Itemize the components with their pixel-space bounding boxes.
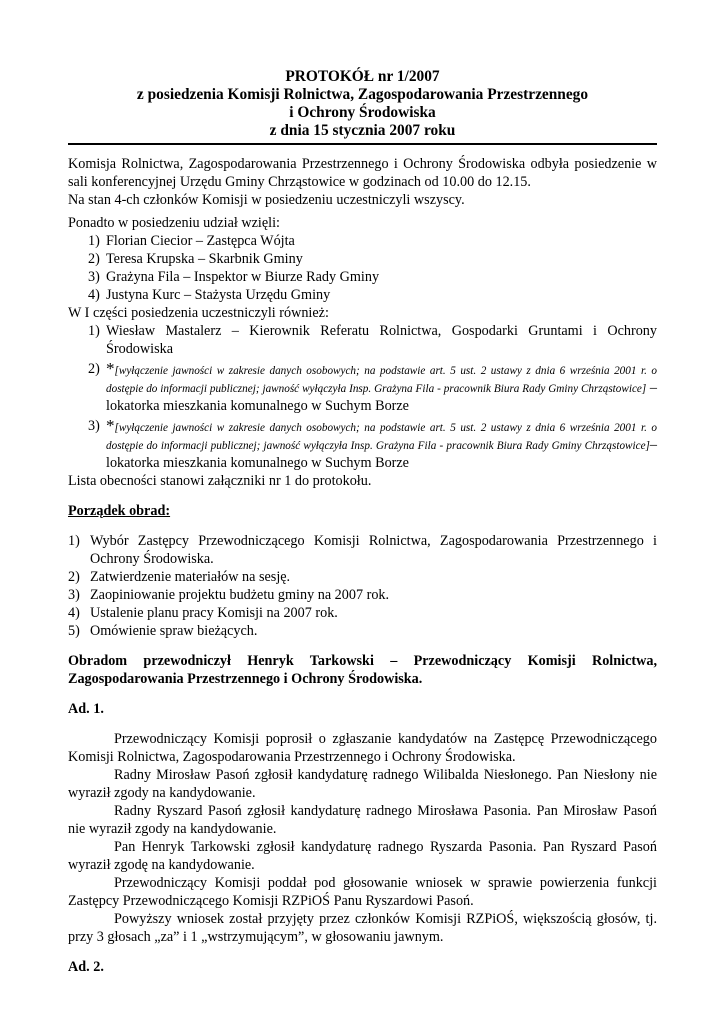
ad1-paragraph: Pan Henryk Tarkowski zgłosił kandydaturę radnego Ryszarda Pasonia. Pan Ryszard Pasoń wyraził zgodę na kandydowanie.: [68, 839, 657, 873]
attendance-note: Lista obecności stanowi załączniki nr 1 do protokołu.: [68, 473, 372, 489]
chair-statement: Obradom przewodniczył Henryk Tarkowski – Przewodniczący Komisji Rolnictwa, Zagospodarowania Przestrzennego i Ochrony Środowiska.: [68, 653, 657, 687]
list-number: 1): [88, 323, 100, 339]
intro-attendance: Na stan 4-ch członków Komisji w posiedzeniu uczestniczyli wszyscy.: [68, 192, 465, 208]
agenda-heading: Porządek obrad:: [68, 503, 171, 519]
list-item: [68, 586, 657, 604]
section-heading-ad1: Ad. 1.: [68, 701, 104, 717]
section-heading-ad2: Ad. 2.: [68, 959, 104, 975]
list-text: Zatwierdzenie materiałów na sesję.: [90, 569, 291, 585]
list-text: Ustalenie planu pracy Komisji na 2007 rok.: [90, 605, 338, 621]
list-text: Florian Ciecior – Zastępca Wójta: [106, 233, 295, 249]
list-number: 1): [68, 533, 80, 549]
ad1-paragraph: Powyższy wniosek został przyjęty przez członków Komisji RZPiOŚ, większością głosów, tj. przy 3 głosach „za” i 1 „wstrzymującym”, w głosowaniu jawnym.: [68, 911, 657, 945]
participants-heading: Ponadto w posiedzeniu udział wzięli:: [68, 215, 280, 231]
list-text: Wiesław Mastalerz – Kierownik Referatu Rolnictwa, Gospodarki Gruntami i Ochrony Środowiska: [106, 323, 657, 357]
intro-paragraph: Komisja Rolnictwa, Zagospodarowania Przestrzennego i Ochrony Środowiska odbyła posiedzenie w sali konferencyjnej Urzędu Gminy Chrząstowice w godzinach od 10.00 do 12.15.: [68, 156, 657, 190]
agenda-list: [68, 532, 657, 640]
list-item: [68, 286, 657, 304]
ad1-paragraph: Radny Mirosław Pasoń zgłosił kandydaturę radnego Wilibalda Niesłonego. Pan Niesłony nie wyraził zgody na kandydowanie.: [68, 767, 657, 801]
list-text: Teresa Krupska – Skarbnik Gminy: [106, 251, 303, 267]
ad1-paragraph: Przewodniczący Komisji poddał pod głosowanie wniosek w sprawie powierzenia funkcji Zastępcy Przewodniczącego Komisji RZPiOŚ Panu Ryszardowi Pasoń.: [68, 875, 657, 909]
list-item: [68, 322, 657, 358]
redaction-note: [wyłączenie jawności w zakresie danych osobowych; na podstawie art. 5 ust. 2 ustawy z dnia 6 września 2001 r. o dostępie do informacji publicznej; jawność wyłączyła Insp. Grażyna Fila - pracownik Biura Rady Gminy Chrząstowice]: [106, 422, 657, 452]
list-text: Zaopiniowanie projektu budżetu gminy na 2007 rok.: [90, 587, 390, 603]
asterisk-mark: *: [106, 359, 115, 378]
participants-heading-2: W I części posiedzenia uczestniczyli również:: [68, 305, 329, 321]
list-number: 3): [68, 587, 80, 603]
list-item: [68, 250, 657, 268]
list-text: – lokatorka mieszkania komunalnego w Suchym Borze: [106, 380, 657, 414]
list-item: [68, 622, 657, 640]
list-number: 5): [68, 623, 80, 639]
list-text: Wybór Zastępcy Przewodniczącego Komisji Rolnictwa, Zagospodarowania Przestrzennego i Ochrony Środowiska.: [90, 533, 657, 567]
list-number: 3): [88, 269, 100, 285]
list-item: [68, 568, 657, 586]
list-number: 3): [88, 418, 100, 434]
list-number: 4): [68, 605, 80, 621]
list-number: 1): [88, 233, 100, 249]
list-item: [68, 417, 657, 472]
asterisk-mark: *: [106, 416, 115, 435]
list-item: [68, 268, 657, 286]
participants-list: [68, 232, 657, 304]
participants-list-2: [68, 322, 657, 472]
list-number: 2): [88, 361, 100, 377]
ad1-paragraph: Radny Ryszard Pasoń zgłosił kandydaturę radnego Mirosława Pasonia. Pan Mirosław Pasoń nie wyraził zgody na kandydowanie.: [68, 803, 657, 837]
list-number: 4): [88, 287, 100, 303]
document-page: [68, 68, 657, 976]
document-date: z dnia 15 stycznia 2007 roku: [269, 122, 456, 139]
list-item: [68, 360, 657, 415]
list-text: Omówienie spraw bieżących.: [90, 623, 258, 639]
redaction-note: [wyłączenie jawności w zakresie danych osobowych; na podstawie art. 5 ust. 2 ustawy z dnia 6 września 2001 r. o dostępie do informacji publicznej; jawność wyłączyła Insp. Grażyna Fila - pracownik Biura Rady Gminy Chrząstowice]: [106, 365, 657, 395]
list-item: [68, 604, 657, 622]
document-subtitle-2: i Ochrony Środowiska: [289, 104, 436, 121]
list-number: 2): [88, 251, 100, 267]
list-item: [68, 532, 657, 568]
list-text: – lokatorka mieszkania komunalnego w Suchym Borze: [106, 437, 657, 471]
title-block: [68, 68, 657, 145]
list-item: [68, 232, 657, 250]
list-text: Justyna Kurc – Stażysta Urzędu Gminy: [106, 287, 331, 303]
list-text: Grażyna Fila – Inspektor w Biurze Rady Gminy: [106, 269, 380, 285]
ad1-paragraph: Przewodniczący Komisji poprosił o zgłaszanie kandydatów na Zastępcę Przewodniczącego Komisji Rolnictwa, Zagospodarowania Przestrzennego i Ochrony Środowiska.: [68, 731, 657, 765]
document-title: PROTOKÓŁ nr 1/2007: [285, 68, 440, 85]
document-subtitle: z posiedzenia Komisji Rolnictwa, Zagospodarowania Przestrzennego: [136, 86, 589, 103]
list-number: 2): [68, 569, 80, 585]
